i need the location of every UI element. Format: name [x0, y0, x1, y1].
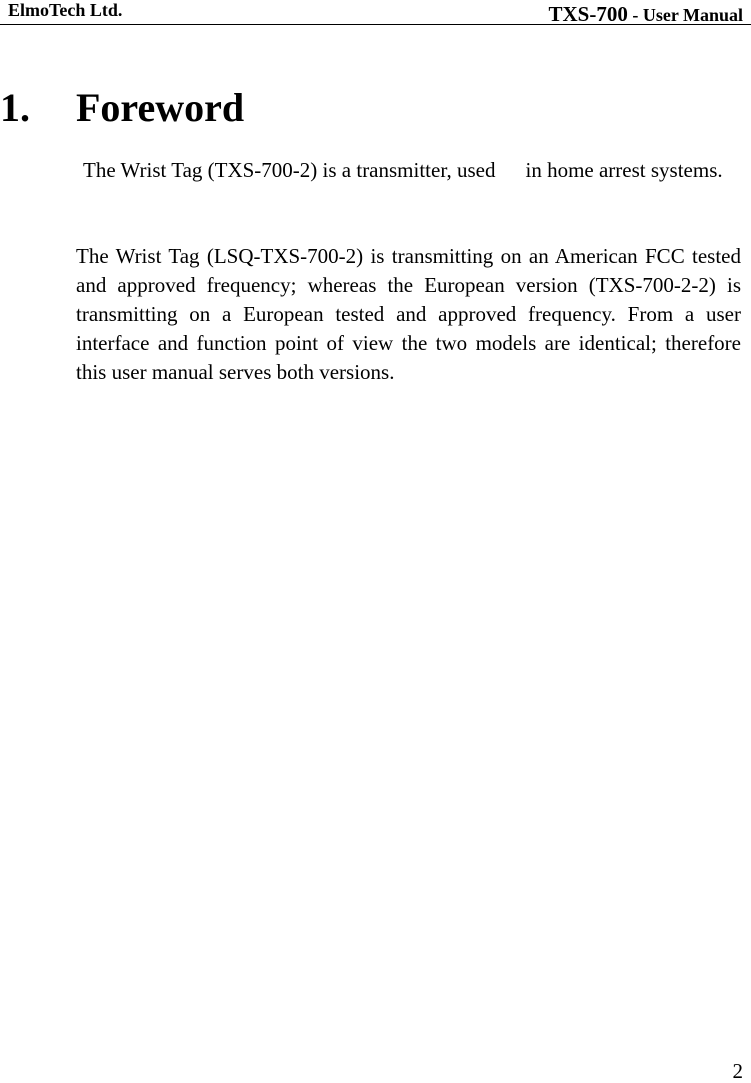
company-name: ElmoTech Ltd.	[8, 0, 123, 20]
section-number: 1.	[0, 85, 30, 130]
page-number: 2	[732, 1059, 743, 1083]
section-heading	[0, 84, 244, 132]
intro-text-part1: The Wrist Tag (TXS-700-2) is a transmitter, used	[83, 158, 496, 182]
body-paragraph: The Wrist Tag (LSQ-TXS-700-2) is transmitting on an American FCC tested and approved frequency; whereas the European version (TXS-700-2-2) is transmitting on a European tested and approved frequency. From a user interface and function point of view the two models are identical; therefore this user manual serves both versions.	[76, 244, 741, 384]
model-name: TXS-700	[548, 2, 628, 26]
document-title	[548, 2, 743, 27]
page-header	[0, 0, 751, 25]
manual-name: User Manual	[642, 5, 743, 25]
intro-paragraph	[83, 156, 723, 185]
intro-text-part2: in home arrest systems.	[525, 158, 723, 182]
section-title: Foreword	[76, 85, 245, 130]
title-separator: -	[627, 5, 643, 25]
